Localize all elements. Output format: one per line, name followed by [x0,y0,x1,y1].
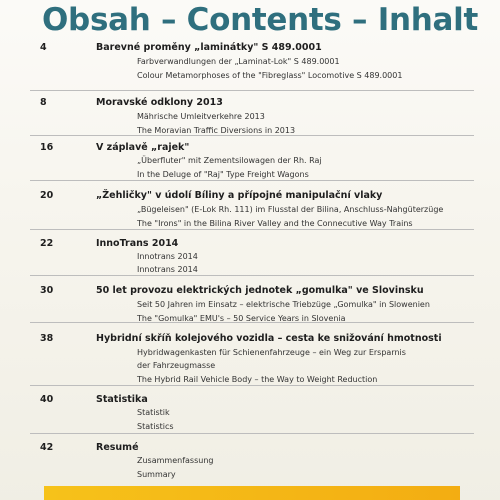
toc-title-de: Statistik [137,408,170,417]
toc-title-de: Innotrans 2014 [137,252,198,261]
toc-title-cz: V záplavě „rajek" [96,142,190,153]
toc-page-number: 38 [40,333,54,344]
toc-page-number: 20 [40,190,54,201]
toc-title-de: Hybridwagenkasten für Schienenfahrzeuge – ein Weg zur Ersparnis [137,348,406,357]
toc-title-de-continued: der Fahrzeugmasse [137,361,216,370]
toc-title-cz: Statistika [96,394,148,405]
toc-title-cz: Resumé [96,442,139,453]
toc-divider [30,180,474,181]
footer-accent-band [44,486,460,500]
toc-divider [30,322,474,323]
toc-title-en: In the Deluge of "Raj" Type Freight Wagons [137,170,309,179]
toc-title-cz: Moravské odklony 2013 [96,97,223,108]
toc-page-number: 16 [40,142,54,153]
toc-title-en: Innotrans 2014 [137,265,198,274]
toc-title-cz: 50 let provozu elektrických jednotek „gomulka" ve Slovinsku [96,285,424,296]
toc-page-number: 4 [40,42,47,53]
toc-entry[interactable] [0,392,500,444]
toc-entry[interactable] [0,236,500,288]
toc-entry[interactable] [0,188,500,240]
toc-title-de: Mährische Umleitverkehre 2013 [137,112,265,121]
toc-title-en: The "Gomulka" EMU's – 50 Service Years in Slovenia [137,314,346,323]
toc-page-number: 40 [40,394,54,405]
toc-title-de: „Bügeleisen" (E-Lok Rh. 111) im Flusstal der Bilina, Anschluss-Nahgüterzüge [137,205,444,214]
toc-page-number: 8 [40,97,47,108]
toc-divider [30,229,474,230]
toc-entry[interactable] [0,40,500,92]
toc-title-en: Colour Metamorphoses of the "Fibreglass" Locomotive S 489.0001 [137,71,403,80]
toc-title-cz: „Žehličky" v údolí Bíliny a přípojné manipulační vlaky [96,190,383,201]
page-title: Obsah – Contents – Inhalt [42,2,478,38]
toc-divider [30,90,474,91]
toc-title-de: Farbverwandlungen der „Laminat-Lok" S 489.0001 [137,57,340,66]
toc-title-de: Zusammenfassung [137,456,214,465]
toc-page-number: 42 [40,442,54,453]
toc-title-cz: Barevné proměny „laminátky" S 489.0001 [96,42,322,53]
toc-entry[interactable] [0,283,500,335]
toc-page-number: 30 [40,285,54,296]
toc-title-en: The "Irons" in the Bilina River Valley and the Connecutive Way Trains [137,219,413,228]
toc-page-number: 22 [40,238,54,249]
toc-divider [30,135,474,136]
toc-entry[interactable] [0,140,500,192]
toc-entry[interactable] [0,331,500,401]
toc-entry[interactable] [0,440,500,492]
toc-title-en: Summary [137,470,176,479]
toc-divider [30,275,474,276]
toc-divider [30,433,474,434]
toc-title-en: The Moravian Traffic Diversions in 2013 [137,126,296,135]
toc-title-en: The Hybrid Rail Vehicle Body – the Way to Weight Reduction [137,375,378,384]
toc-title-cz: Hybridní skříň kolejového vozidla – cesta ke snižování hmotnosti [96,333,442,344]
toc-title-de: Seit 50 Jahren im Einsatz – elektrische Triebzüge „Gomulka" in Slowenien [137,300,430,309]
toc-divider [30,385,474,386]
toc-title-de: „Überfluter" mit Zementsilowagen der Rh. Raj [137,156,322,165]
toc-title-cz: InnoTrans 2014 [96,238,179,249]
toc-title-en: Statistics [137,422,174,431]
